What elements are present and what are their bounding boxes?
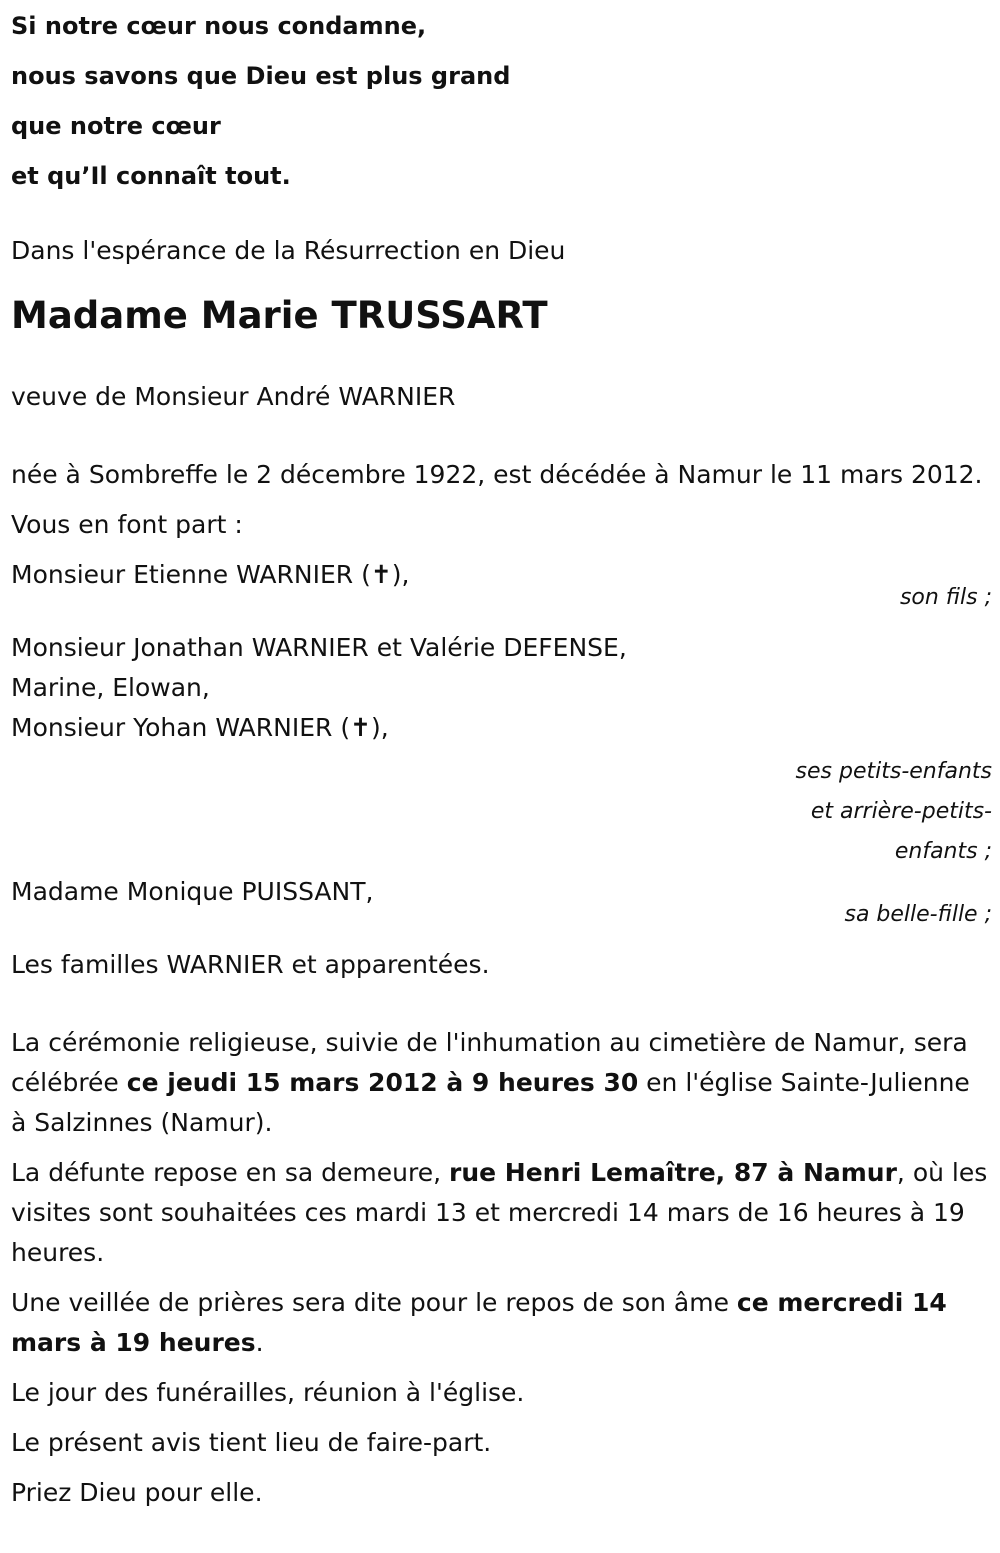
deceased-name: Madame Marie TRUSSART: [11, 294, 548, 337]
vigil-text-1: Une veillée de prières sera dite pour le repos de son âme: [11, 1288, 737, 1317]
vigil-text-2: .: [255, 1328, 264, 1357]
family-daughter-in-law: Madame Monique PUISSANT,: [11, 877, 374, 906]
repose-text-2: , où les visites sont souhaitées ces mardi 13 et mercredi 14 mars de 16 heures à 19 heures.: [11, 1158, 988, 1267]
ceremony-text-1: La cérémonie religieuse, suivie de l'inhumation au cimetière de Namur, sera célébrée: [11, 1028, 968, 1097]
birth-death-text: née à Sombreffe le 2 décembre 1922, est décédée à Namur le 11 mars 2012.: [11, 460, 983, 489]
vigil-date: ce mercredi 14 mars à 19 heures: [11, 1288, 947, 1357]
family-grandchild-3: Monsieur Yohan WARNIER (✝),: [11, 713, 389, 742]
hope-text: Dans l'espérance de la Résurrection en Dieu: [11, 236, 566, 265]
bible-verse: [11, 6, 992, 197]
family-families: Les familles WARNIER et apparentées.: [11, 950, 490, 979]
verse-line-1: Si notre cœur nous condamne,: [11, 12, 427, 40]
verse-line-4: et qu’Il connaît tout.: [11, 162, 291, 190]
repose-address: rue Henri Lemaître, 87 à Namur: [449, 1158, 897, 1187]
verse-line-2: nous savons que Dieu est plus grand: [11, 62, 511, 90]
ceremony-date: ce jeudi 15 mars 2012 à 9 heures 30: [126, 1068, 639, 1097]
ceremony-text-2: en l'église Sainte-Julienne à Salzinnes (Namur).: [11, 1068, 970, 1137]
repose-text-1: La défunte repose en sa demeure,: [11, 1158, 449, 1187]
family-daughter-in-law-relation: sa belle-fille ;: [844, 902, 992, 927]
family-grandchild-2: Marine, Elowan,: [11, 673, 210, 702]
family-grandchild-1: Monsieur Jonathan WARNIER et Valérie DEFENSE,: [11, 633, 627, 662]
family-list: [11, 555, 992, 985]
family-son: Monsieur Etienne WARNIER (✝),: [11, 560, 410, 589]
funeral-day-text: Le jour des funérailles, réunion à l'église.: [11, 1378, 525, 1407]
grand-rel-line-1: ses petits-enfants: [795, 759, 992, 784]
announce-text: Vous en font part :: [11, 510, 243, 539]
vigil-text: [11, 1283, 992, 1363]
notice-text: Le présent avis tient lieu de faire-part.: [11, 1428, 492, 1457]
prayer-text: Priez Dieu pour elle.: [11, 1478, 263, 1507]
family-son-relation: son fils ;: [899, 585, 992, 610]
grand-rel-line-3: enfants ;: [894, 839, 992, 864]
family-grandchildren-relation: [752, 752, 992, 872]
widow-of: veuve de Monsieur André WARNIER: [11, 382, 456, 411]
repose-text: [11, 1153, 992, 1273]
ceremony-text: [11, 1023, 992, 1143]
verse-line-3: que notre cœur: [11, 112, 221, 140]
grand-rel-line-2: et arrière-petits-: [810, 799, 992, 824]
